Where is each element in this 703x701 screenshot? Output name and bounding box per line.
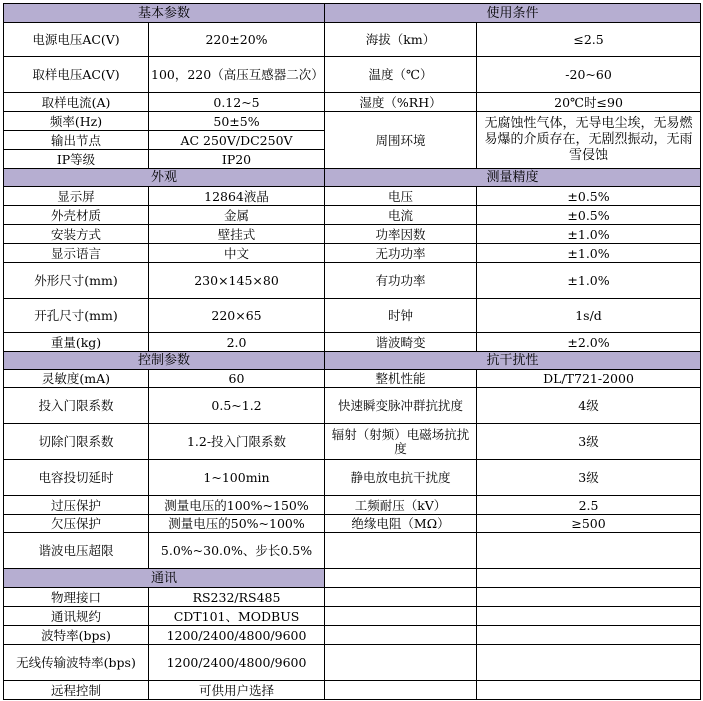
appearance-value: 220×65 xyxy=(149,299,325,333)
table-row xyxy=(4,607,701,626)
empty-cell xyxy=(477,626,701,645)
control-label: 灵敏度(mA) xyxy=(4,370,149,388)
basic-value: 50±5% xyxy=(149,112,325,131)
control-label: 投入门限系数 xyxy=(4,388,149,424)
immunity-label: 静电放电抗干扰度 xyxy=(325,460,477,496)
immunity-label: 整机性能 xyxy=(325,370,477,388)
immunity-value: 4级 xyxy=(477,388,701,424)
appearance-value: 230×145×80 xyxy=(149,263,325,299)
empty-cell xyxy=(325,569,477,588)
control-value: 60 xyxy=(149,370,325,388)
comm-label: 无线传输波特率(bps) xyxy=(4,645,149,681)
table-row xyxy=(4,460,701,496)
table-row xyxy=(4,645,701,681)
table-row xyxy=(4,496,701,515)
control-value: 1.2-投入门限系数 xyxy=(149,424,325,460)
immunity-label: 辐射（射频）电磁场抗扰度 xyxy=(325,424,477,460)
appearance-value: 壁挂式 xyxy=(149,225,325,244)
empty-cell xyxy=(325,533,477,569)
conditions-label: 海拔（km） xyxy=(325,23,477,57)
table-row xyxy=(4,515,701,533)
section-accuracy-header: 测量精度 xyxy=(325,169,701,187)
accuracy-value: ±1.0% xyxy=(477,225,701,244)
immunity-label: 绝缘电阻（MΩ） xyxy=(325,515,477,533)
basic-label: 取样电流(A) xyxy=(4,93,149,112)
conditions-value: ≤2.5 xyxy=(477,23,701,57)
table-row xyxy=(4,112,701,131)
empty-cell xyxy=(477,681,701,700)
conditions-label: 周围环境 xyxy=(325,112,477,169)
appearance-value: 中文 xyxy=(149,244,325,263)
basic-value: 100，220（高压互感器二次） xyxy=(149,57,325,93)
conditions-value: 无腐蚀性气体，无导电尘埃，无易燃易爆的介质存在，无剧烈振动，无雨雪侵蚀 xyxy=(477,112,701,169)
accuracy-label: 电压 xyxy=(325,187,477,206)
appearance-label: 显示屏 xyxy=(4,187,149,206)
table-row xyxy=(4,533,701,569)
table-row xyxy=(4,681,701,700)
table-row xyxy=(4,333,701,352)
basic-value: 0.12~5 xyxy=(149,93,325,112)
control-label: 欠压保护 xyxy=(4,515,149,533)
table-row xyxy=(4,187,701,206)
basic-value: IP20 xyxy=(149,150,325,169)
table-row xyxy=(4,299,701,333)
table-row xyxy=(4,388,701,424)
basic-value: AC 250V/DC250V xyxy=(149,131,325,150)
empty-cell xyxy=(477,533,701,569)
control-value: 0.5~1.2 xyxy=(149,388,325,424)
empty-cell xyxy=(325,588,477,607)
table-row xyxy=(4,206,701,225)
basic-label: 频率(Hz) xyxy=(4,112,149,131)
table-row xyxy=(4,23,701,57)
accuracy-value: ±1.0% xyxy=(477,263,701,299)
comm-value: CDT101、MODBUS xyxy=(149,607,325,626)
control-value: 测量电压的50%~100% xyxy=(149,515,325,533)
appearance-label: 开孔尺寸(mm) xyxy=(4,299,149,333)
conditions-label: 温度（℃） xyxy=(325,57,477,93)
control-value: 测量电压的100%~150% xyxy=(149,496,325,515)
comm-label: 波特率(bps) xyxy=(4,626,149,645)
section-immunity-header: 抗干扰性 xyxy=(325,352,701,370)
immunity-value: 3级 xyxy=(477,460,701,496)
comm-label: 通讯规约 xyxy=(4,607,149,626)
accuracy-label: 时钟 xyxy=(325,299,477,333)
comm-label: 物理接口 xyxy=(4,588,149,607)
table-row xyxy=(4,244,701,263)
empty-cell xyxy=(477,588,701,607)
appearance-label: 显示语言 xyxy=(4,244,149,263)
immunity-value: 2.5 xyxy=(477,496,701,515)
basic-value: 220±20% xyxy=(149,23,325,57)
basic-label: IP等级 xyxy=(4,150,149,169)
comm-value: 1200/2400/4800/9600 xyxy=(149,626,325,645)
appearance-value: 金属 xyxy=(149,206,325,225)
immunity-value: 3级 xyxy=(477,424,701,460)
immunity-value: DL/T721-2000 xyxy=(477,370,701,388)
control-value: 1~100min xyxy=(149,460,325,496)
table-row xyxy=(4,370,701,388)
immunity-label: 快速瞬变脉冲群抗扰度 xyxy=(325,388,477,424)
table-row xyxy=(4,225,701,244)
appearance-label: 外形尺寸(mm) xyxy=(4,263,149,299)
table-row xyxy=(4,263,701,299)
control-label: 过压保护 xyxy=(4,496,149,515)
empty-cell xyxy=(325,645,477,681)
control-label: 谐波电压超限 xyxy=(4,533,149,569)
conditions-value: -20~60 xyxy=(477,57,701,93)
accuracy-value: ±1.0% xyxy=(477,244,701,263)
accuracy-label: 谐波畸变 xyxy=(325,333,477,352)
comm-label: 远程控制 xyxy=(4,681,149,700)
basic-label: 电源电压AC(V) xyxy=(4,23,149,57)
section-basic-header: 基本参数 xyxy=(4,4,325,23)
accuracy-label: 功率因数 xyxy=(325,225,477,244)
empty-cell xyxy=(325,607,477,626)
empty-cell xyxy=(325,626,477,645)
immunity-value: ≥500 xyxy=(477,515,701,533)
comm-value: RS232/RS485 xyxy=(149,588,325,607)
conditions-value: 20℃时≤90 xyxy=(477,93,701,112)
table-row xyxy=(4,588,701,607)
appearance-label: 重量(kg) xyxy=(4,333,149,352)
empty-cell xyxy=(325,681,477,700)
accuracy-value: ±0.5% xyxy=(477,206,701,225)
accuracy-label: 电流 xyxy=(325,206,477,225)
control-label: 电容投切延时 xyxy=(4,460,149,496)
comm-value: 可供用户选择 xyxy=(149,681,325,700)
immunity-label: 工频耐压（kV） xyxy=(325,496,477,515)
accuracy-label: 无功功率 xyxy=(325,244,477,263)
comm-value: 1200/2400/4800/9600 xyxy=(149,645,325,681)
accuracy-value: 1s/d xyxy=(477,299,701,333)
table-row xyxy=(4,57,701,93)
appearance-label: 安装方式 xyxy=(4,225,149,244)
empty-cell xyxy=(477,569,701,588)
appearance-value: 12864液晶 xyxy=(149,187,325,206)
accuracy-value: ±0.5% xyxy=(477,187,701,206)
empty-cell xyxy=(477,645,701,681)
table-row xyxy=(4,626,701,645)
spec-table xyxy=(3,3,701,700)
basic-label: 取样电压AC(V) xyxy=(4,57,149,93)
empty-cell xyxy=(477,607,701,626)
section-control-header: 控制参数 xyxy=(4,352,325,370)
appearance-value: 2.0 xyxy=(149,333,325,352)
table-row xyxy=(4,424,701,460)
table-row xyxy=(4,93,701,112)
appearance-label: 外壳材质 xyxy=(4,206,149,225)
control-label: 切除门限系数 xyxy=(4,424,149,460)
accuracy-value: ±2.0% xyxy=(477,333,701,352)
section-appearance-header: 外观 xyxy=(4,169,325,187)
section-comm-header: 通讯 xyxy=(4,569,325,588)
basic-label: 输出节点 xyxy=(4,131,149,150)
conditions-label: 湿度（%RH） xyxy=(325,93,477,112)
control-value: 5.0%~30.0%、步长0.5% xyxy=(149,533,325,569)
accuracy-label: 有功功率 xyxy=(325,263,477,299)
section-conditions-header: 使用条件 xyxy=(325,4,701,23)
